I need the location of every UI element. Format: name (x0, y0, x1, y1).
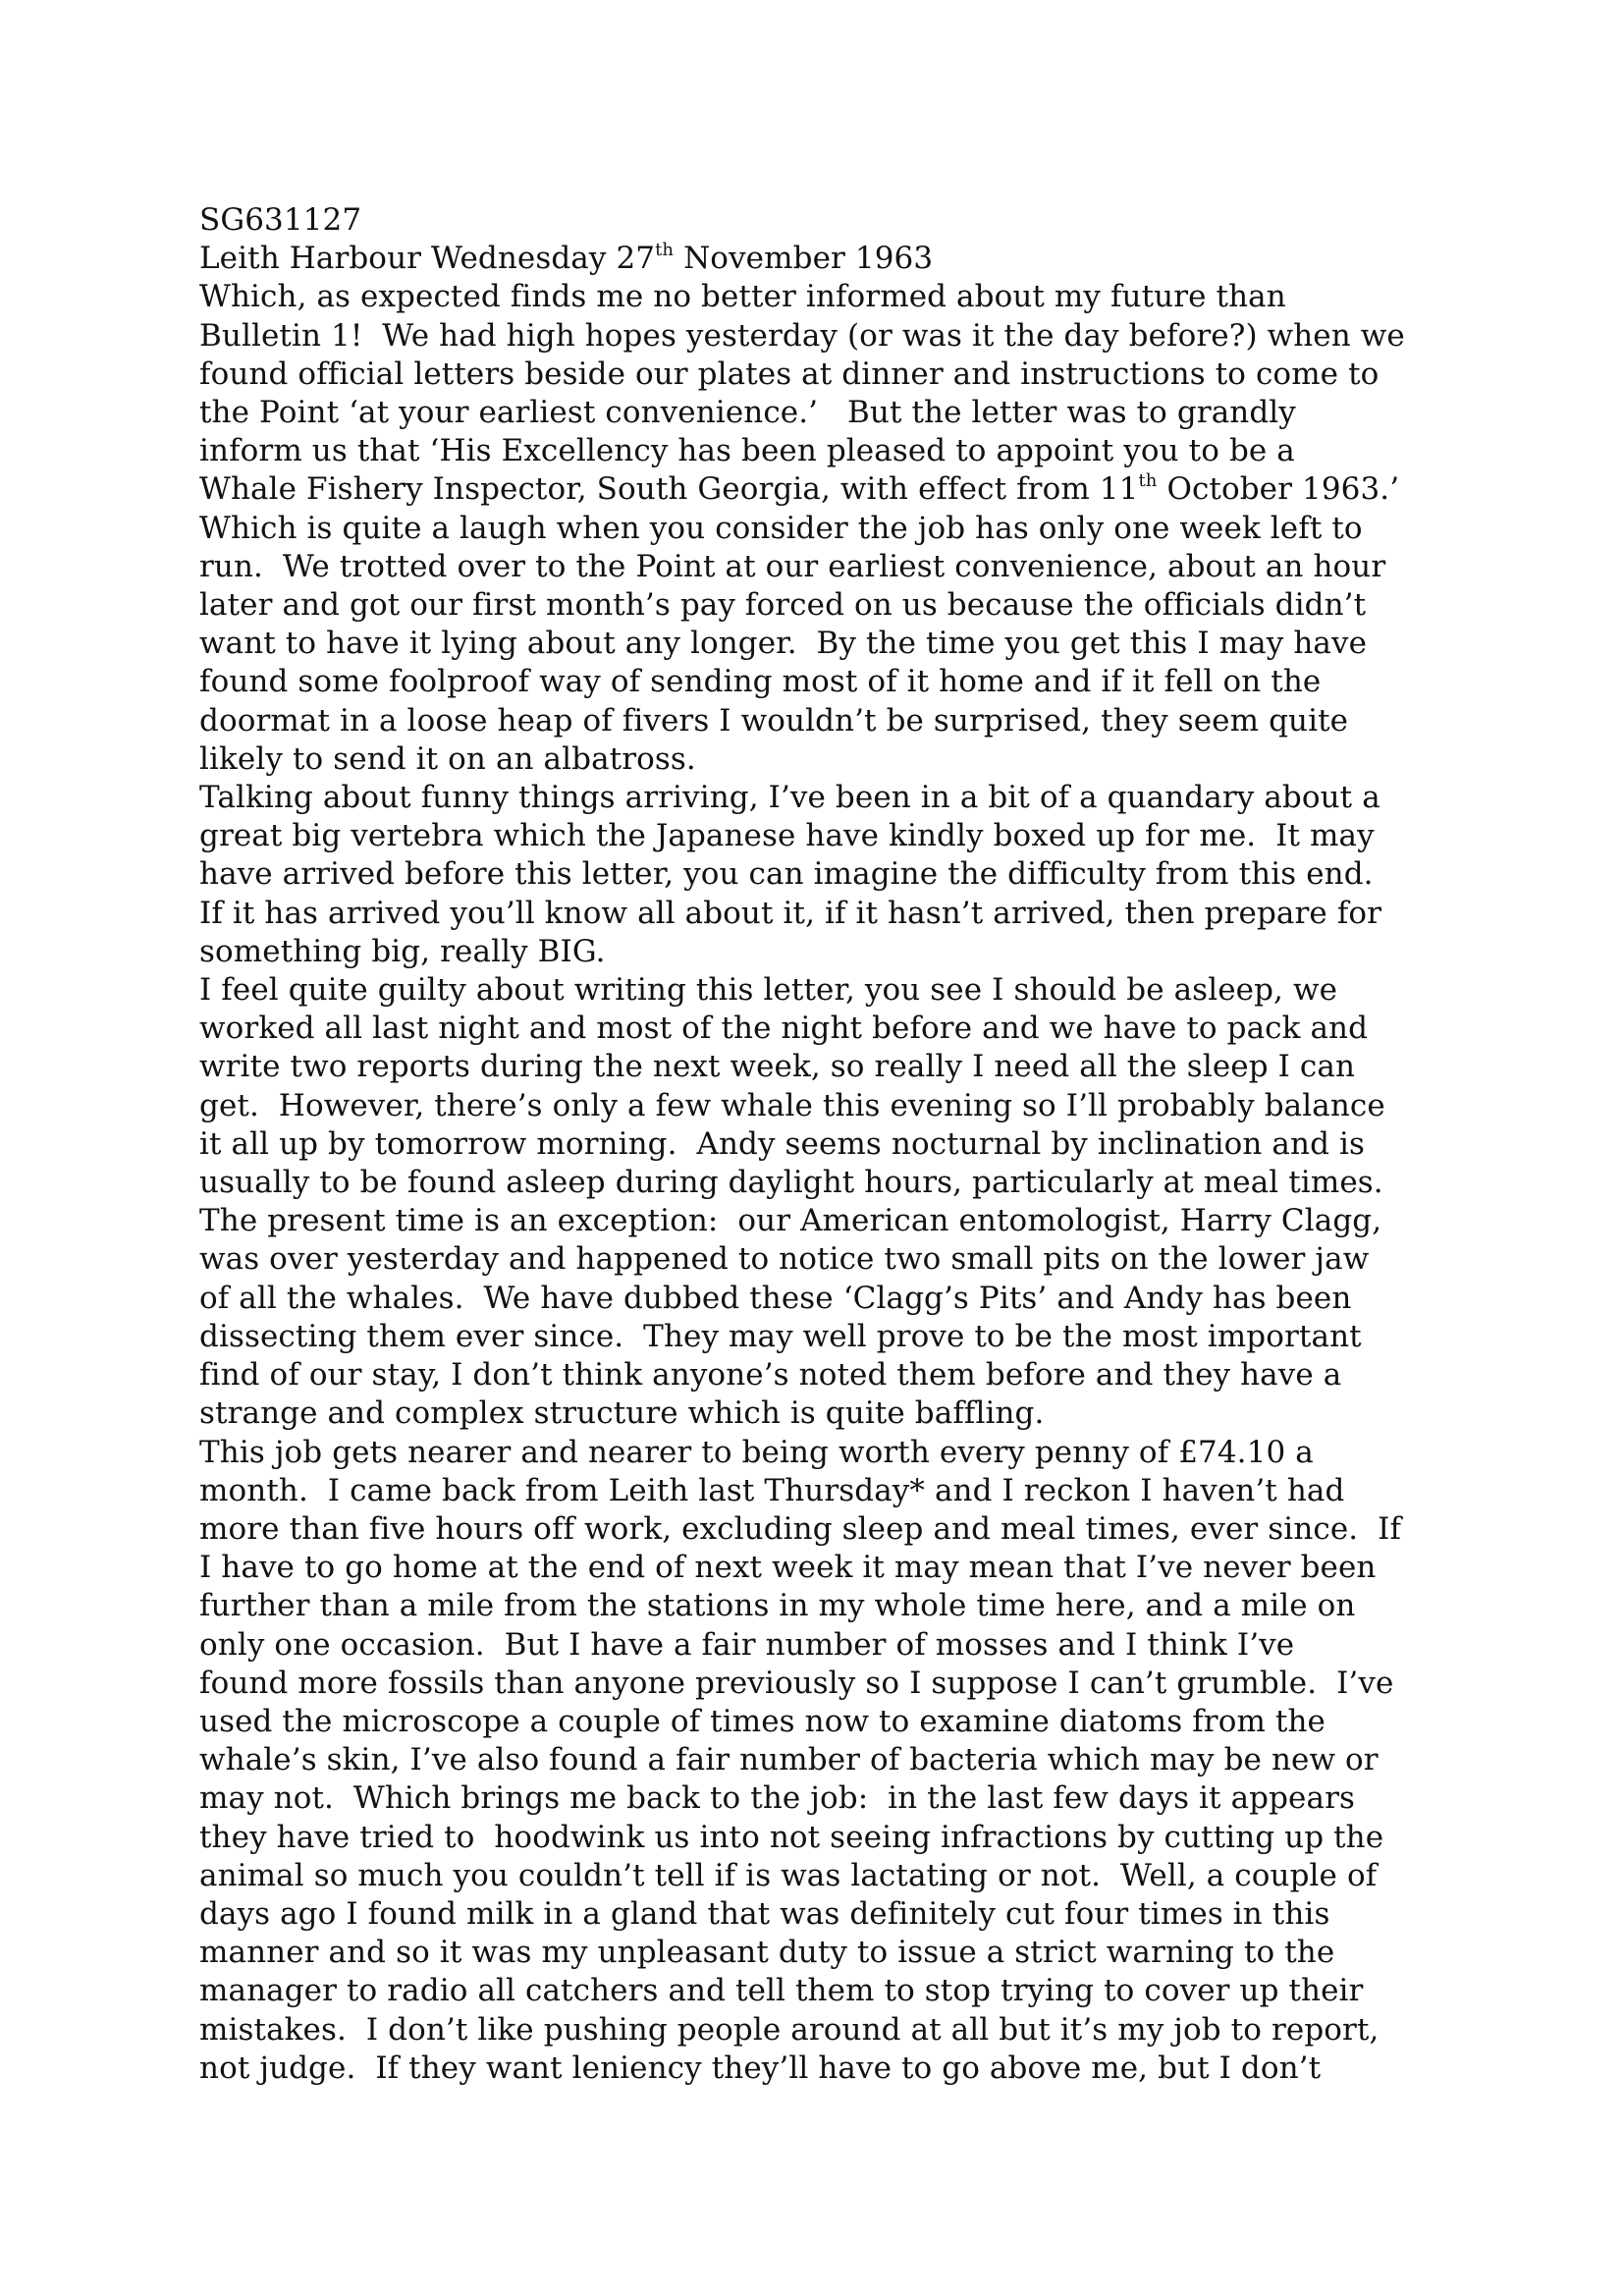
letter-line: further than a mile from the stations in my whole time here, and a mile on (199, 1588, 1356, 1624)
letter-line: something big, really BIG. (199, 933, 606, 969)
letter-line: they have tried to hoodwink us into not seeing infractions by cutting up the (199, 1819, 1384, 1855)
letter-line: only one occasion. But I have a fair number of mosses and I think I’ve (199, 1626, 1295, 1663)
letter-line: I have to go home at the end of next week it may mean that I’ve never been (199, 1550, 1377, 1586)
letter-line: days ago I found milk in a gland that was definitely cut four times in this (199, 1895, 1330, 1932)
letter-line: whale’s skin, I’ve also found a fair number of bacteria which may be new or (199, 1742, 1379, 1778)
letter-line: run. We trotted over to the Point at our earliest convenience, about an hour (199, 548, 1386, 584)
letter-heading: Leith Harbour Wednesday 27th November 1963 (199, 239, 934, 277)
letter-line: of all the whales. We have dubbed these ‘Clagg’s Pits’ and Andy has been (199, 1280, 1352, 1316)
letter-line: was over yesterday and happened to notice two small pits on the lower jaw (199, 1241, 1370, 1278)
letter-line: dissecting them ever since. They may well prove to be the most important (199, 1318, 1362, 1354)
letter-line: the Point ‘at your earliest convenience.’ But the letter was to grandly (199, 395, 1296, 431)
letter-line: used the microscope a couple of times now to examine diatoms from the (199, 1703, 1325, 1739)
letter-line: animal so much you couldn’t tell if is was lactating or not. Well, a couple of (199, 1857, 1378, 1893)
letter-line: The present time is an exception: our American entomologist, Harry Clagg, (199, 1203, 1382, 1239)
letter-line: great big vertebra which the Japanese have kindly boxed up for me. It may (199, 818, 1375, 854)
letter-line: write two reports during the next week, so really I need all the sleep I can (199, 1049, 1356, 1085)
letter-line: Which is quite a laugh when you consider the job has only one week left to (199, 510, 1363, 546)
letter-line: it all up by tomorrow morning. Andy seems nocturnal by inclination and is (199, 1125, 1365, 1162)
letter-line: Whale Fishery Inspector, South Georgia, with effect from 11th October 1963.’ (199, 470, 1400, 508)
letter-line: month. I came back from Leith last Thursday* and I reckon I haven’t had (199, 1472, 1345, 1508)
letter-line: inform us that ‘His Excellency has been pleased to appoint you to be a (199, 433, 1295, 469)
letter-line: doormat in a loose heap of fivers I wouldn’t be surprised, they seem quite (199, 702, 1349, 738)
letter-line: have arrived before this letter, you can imagine the difficulty from this end. (199, 856, 1374, 893)
letter-line: This job gets nearer and nearer to being worth every penny of £74.10 a (199, 1434, 1314, 1470)
letter-line: more than five hours off work, excluding sleep and meal times, ever since. If (199, 1510, 1402, 1547)
letter-line: found more fossils than anyone previously so I suppose I can’t grumble. I’ve (199, 1665, 1394, 1701)
letter-line: found some foolproof way of sending most of it home and if it fell on the (199, 664, 1322, 700)
letter-page (199, 201, 1456, 2088)
letter-line: manner and so it was my unpleasant duty to issue a strict warning to the (199, 1935, 1335, 1971)
letter-line: may not. Which brings me back to the job: in the last few days it appears (199, 1780, 1355, 1817)
letter-line: get. However, there’s only a few whale this evening so I’ll probably balance (199, 1087, 1385, 1123)
letter-line: find of our stay, I don’t think anyone’s noted them before and they have a (199, 1357, 1342, 1394)
letter-line: If it has arrived you’ll know all about it, if it hasn’t arrived, then prepare for (199, 895, 1382, 931)
letter-body (199, 278, 1456, 2088)
letter-line: found official letters beside our plates at dinner and instructions to come to (199, 355, 1380, 392)
letter-line: likely to send it on an albatross. (199, 740, 696, 777)
letter-line: mistakes. I don’t like pushing people around at all but it’s my job to report, (199, 2011, 1380, 2048)
letter-line: not judge. If they want leniency they’ll have to go above me, but I don’t (199, 2050, 1322, 2086)
letter-line: manager to radio all catchers and tell them to stop trying to cover up their (199, 1973, 1364, 2009)
letter-line: Bulletin 1! We had high hopes yesterday (or was it the day before?) when we (199, 317, 1405, 354)
letter-line: want to have it lying about any longer. By the time you get this I may have (199, 626, 1368, 662)
letter-line: Talking about funny things arriving, I’ve been in a bit of a quandary about a (199, 780, 1380, 816)
letter-line: I feel quite guilty about writing this letter, you see I should be asleep, we (199, 972, 1338, 1009)
letter-line: Which, as expected finds me no better informed about my future than (199, 279, 1286, 315)
letter-line: usually to be found asleep during daylight hours, particularly at meal times. (199, 1165, 1383, 1201)
letter-line: worked all last night and most of the night before and we have to pack and (199, 1011, 1369, 1047)
letter-line: later and got our first month’s pay forced on us because the officials didn’t (199, 587, 1367, 624)
document-reference: SG631127 (199, 202, 362, 238)
letter-line: strange and complex structure which is quite baffling. (199, 1395, 1045, 1432)
